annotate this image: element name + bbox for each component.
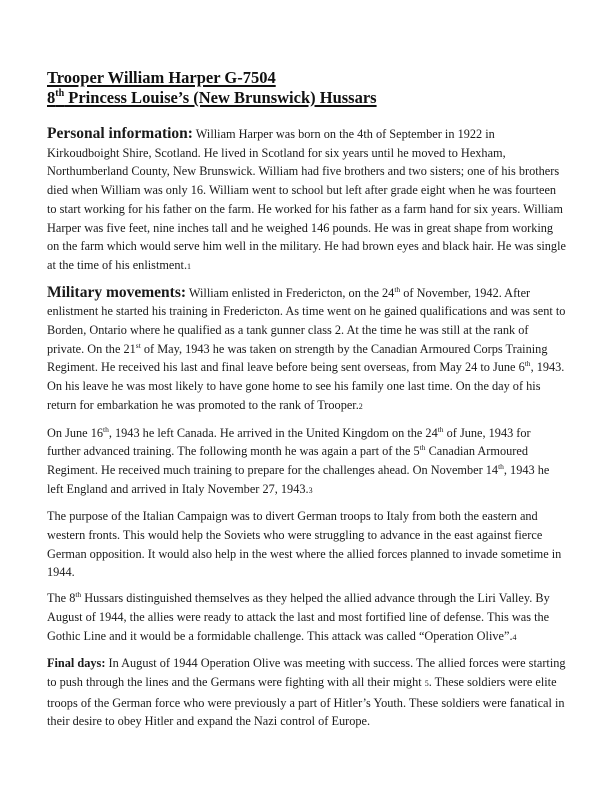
- ordinal-suffix: th: [498, 461, 504, 471]
- text-run: , 1943 he left England and arrived in Italy November 27, 1943.: [47, 462, 550, 496]
- text-run: Canadian Armoured Regiment. He received much training to prepare for the challenges ahead. On November 14: [47, 444, 528, 477]
- text-run: The purpose of the Italian Campaign was to divert German troops to Italy from both the eastern and western fronts. This would help the Soviets who were struggling to advance in the east against fierce German opposition. It would also help in the west where the allied forces planned to invade sometime in 1944.: [47, 509, 562, 580]
- military-movements-paragraph: [47, 284, 567, 417]
- title-name-text: Trooper William Harper G-7504: [47, 68, 276, 87]
- personal-information-text: William Harper was born on the 4th of September in 1922 in Kirkoudboight Shire, Scotland. He lived in Scotland for six years until he moved to Hexham, Northumberland County, New Brunswick. William had five brothers and two sisters; one of his brothers died when William was only 16. William went to school but left after grade eight when he was fourteen to start working for his father on the farm. He worked for his father as a farm hand for six years. William Harper was five feet, nine inches tall and he weighed 146 pounds. He was in great shape from working on the farm which would serve him well in the military. He had brown eyes and black hair. He was single at the time of his enlistment.: [47, 127, 566, 272]
- text-run: In August of 1944 Operation Olive was meeting with success. The allied forces were starting to push through the lines and the Germans were fighting with all their might: [47, 656, 566, 689]
- personal-information-paragraph: [47, 125, 567, 277]
- final-days-heading: Final days:: [47, 656, 106, 671]
- military-movements-heading: Military movements:: [47, 283, 187, 301]
- journey-paragraph: [47, 424, 567, 501]
- ordinal-suffix: th: [524, 359, 531, 369]
- ordinal-suffix: th: [437, 424, 444, 434]
- hussars-paragraph: [47, 589, 567, 647]
- text-run: . These soldiers were elite troops of the German force who were previously a part of Hitler’s Youth. These soldiers were fanatical in their desire to obey Hitler and expand the Nazi control of Europe.: [47, 674, 565, 729]
- document-page: [47, 68, 567, 731]
- text-run: William enlisted in Fredericton, on the 24: [186, 285, 395, 300]
- text-run: Hussars distinguished themselves as they helped the allied advance through the Liri Valley. By August of 1944, the allies were ready to attack the last and most fortified line of defense. This was the Gothic Line and it would be a formidable challenge. This attack was called “Operation Olive”.: [47, 591, 550, 643]
- personal-information-heading: Personal information:: [47, 125, 193, 142]
- italian-campaign-paragraph: [47, 507, 567, 582]
- regiment-name: Princess Louise’s (New Brunswick) Hussars: [64, 88, 377, 107]
- final-days-paragraph: [47, 654, 567, 731]
- regiment-ordinal-suffix: th: [55, 88, 65, 99]
- title-name: [47, 68, 567, 88]
- regiment-ordinal: 8: [47, 88, 56, 107]
- text-run: of June, 1943 for further advanced training. The following month he was again a part of the 5: [47, 425, 531, 459]
- footnote-ref: 5: [424, 678, 429, 688]
- footnote-ref: 3: [308, 485, 313, 495]
- title-regiment: [47, 88, 567, 108]
- text-run: of November, 1942. After enlistment he started his training in Fredericton. As time went on he gained qualifications and was sent to Borden, Ontario where he qualified as a tank gunner class 2. At the time he was still at the rank of private. On the 21: [47, 285, 566, 356]
- footnote-ref: 2: [358, 401, 363, 411]
- ordinal-suffix: th: [103, 424, 109, 434]
- ordinal-suffix: th: [394, 284, 401, 294]
- text-run: , 1943. On his leave he was most likely to have gone home to see his family one last time. On the day of his return for embarkation he was promoted to the rank of Trooper.: [47, 360, 565, 412]
- text-run: of May, 1943 he was taken on strength by the Canadian Armoured Corps Training Regiment. He received his last and final leave before being sent overseas, from May 24 to June 6: [47, 341, 548, 375]
- footnote-ref: 1: [187, 261, 192, 271]
- text-run: The 8: [47, 591, 76, 606]
- ordinal-suffix: st: [135, 340, 141, 350]
- text-run: , 1943 he left Canada. He arrived in the United Kingdom on the 24: [108, 425, 438, 440]
- footnote-ref: 4: [512, 632, 517, 642]
- text-run: On June 16: [47, 425, 104, 440]
- ordinal-suffix: th: [419, 443, 426, 453]
- ordinal-suffix: th: [75, 590, 82, 600]
